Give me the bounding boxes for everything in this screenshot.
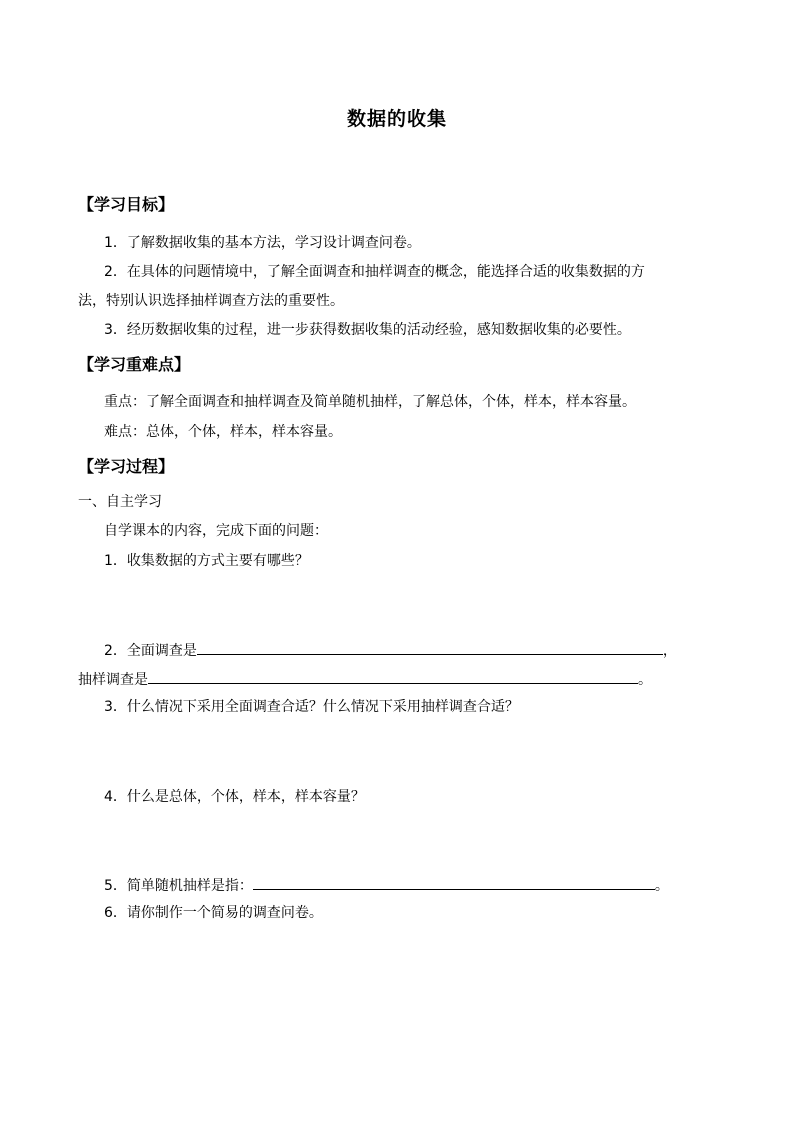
question-6: 6．请你制作一个简易的调查问卷。 xyxy=(104,905,323,921)
key-point-difficulty: 难点：总体，个体，样本，样本容量。 xyxy=(104,424,342,440)
question-2 xyxy=(104,640,677,660)
question-5-label: 5．简单随机抽样是指： xyxy=(104,878,253,894)
question-3: 3．什么情况下采用全面调查合适？什么情况下采用抽样调查合适？ xyxy=(104,699,519,715)
goal-item-1: 1．了解数据收集的基本方法，学习设计调查问卷。 xyxy=(104,235,421,251)
question-4: 4．什么是总体，个体，样本，样本容量？ xyxy=(104,789,365,805)
key-point-focus: 重点：了解全面调查和抽样调查及简单随机抽样，了解总体，个体，样本，样本容量。 xyxy=(104,394,636,410)
question-5-answer-blank[interactable] xyxy=(253,875,655,890)
process-heading: 【学习过程】 xyxy=(78,457,175,476)
question-2b-answer-blank[interactable] xyxy=(148,669,638,684)
goal-item-2-line-1: 2．在具体的问题情境中，了解全面调查和抽样调查的概念，能选择合适的收集数据的方 xyxy=(104,264,645,280)
question-2b xyxy=(78,669,652,689)
question-2-punct: ， xyxy=(662,643,677,659)
section-self-study: 一、自主学习 xyxy=(78,494,162,510)
question-2b-label: 抽样调查是 xyxy=(78,672,148,688)
page-title: 数据的收集 xyxy=(346,108,447,130)
question-2-label: 2．全面调查是 xyxy=(104,643,197,659)
question-5-punct: 。 xyxy=(654,878,669,894)
self-study-intro: 自学课本的内容，完成下面的问题： xyxy=(104,523,328,539)
key-points-heading: 【学习重难点】 xyxy=(78,355,191,374)
question-2-answer-blank[interactable] xyxy=(197,640,663,655)
question-1: 1．收集数据的方式主要有哪些？ xyxy=(104,553,309,569)
goal-item-2-line-2: 法，特别认识选择抽样调查方法的重要性。 xyxy=(78,293,344,309)
question-5 xyxy=(104,875,669,895)
question-2b-punct: 。 xyxy=(638,672,652,688)
goals-heading: 【学习目标】 xyxy=(78,195,175,214)
goal-item-3: 3．经历数据收集的过程，进一步获得数据收集的活动经验，感知数据收集的必要性。 xyxy=(104,322,631,338)
